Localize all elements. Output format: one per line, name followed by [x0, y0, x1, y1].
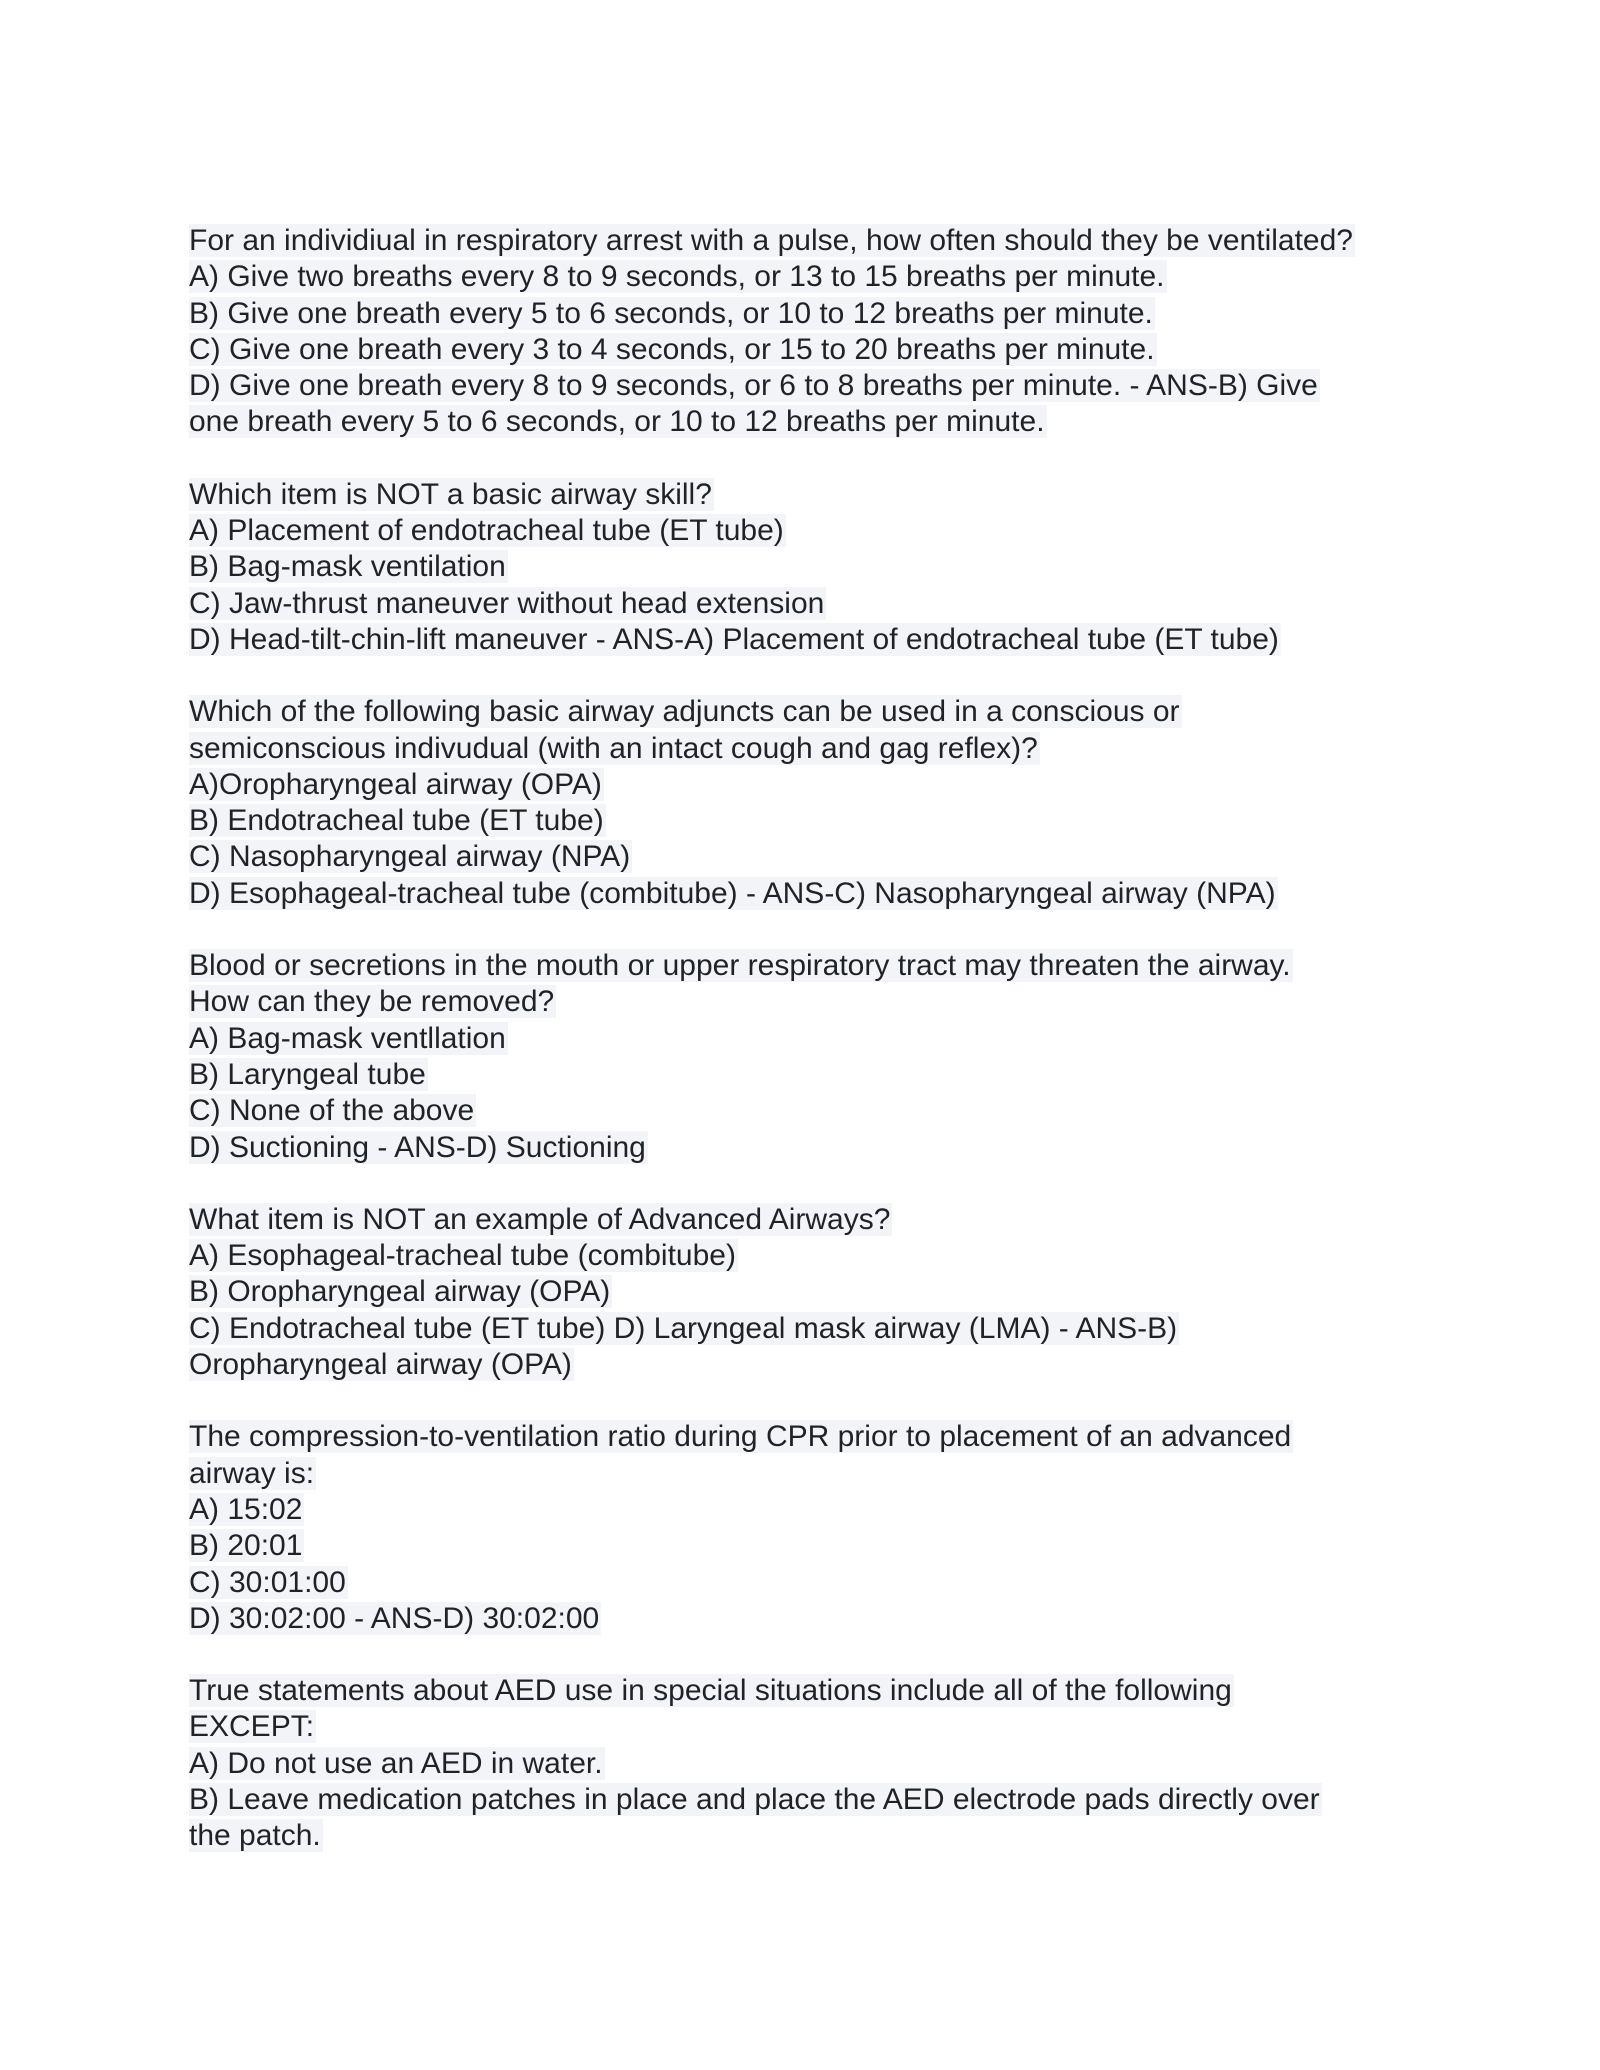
question-text: The compression-to-ventilation ratio during CPR prior to placement of an advanced — [189, 1420, 1292, 1454]
question-block — [189, 477, 1419, 658]
answer-option: C) None of the above — [189, 1094, 475, 1128]
answer-option: D) 30:02:00 - ANS-D) 30:02:00 — [189, 1601, 600, 1635]
answer-option: D) Esophageal-tracheal tube (combitube) - ANS-C) Nasopharyngeal airway (NPA) — [189, 876, 1276, 910]
answer-option: D) Suctioning - ANS-D) Suctioning — [189, 1130, 646, 1164]
answer-option: B) Laryngeal tube — [189, 1057, 426, 1091]
answer-text: Oropharyngeal airway (OPA) — [189, 1348, 572, 1382]
question-text: Which item is NOT a basic airway skill? — [189, 477, 712, 511]
question-block — [189, 694, 1419, 912]
question-text: Blood or secretions in the mouth or upper respiratory tract may threaten the airway. — [189, 949, 1291, 983]
question-block — [189, 1673, 1419, 1854]
question-text: EXCEPT: — [189, 1710, 315, 1744]
answer-option: C) Jaw-thrust maneuver without head extension — [189, 586, 825, 620]
answer-option: C) 30:01:00 — [189, 1565, 346, 1599]
question-text: How can they be removed? — [189, 985, 555, 1019]
answer-option: B) 20:01 — [189, 1529, 303, 1563]
document-content — [189, 223, 1419, 1891]
question-block — [189, 1202, 1419, 1383]
answer-option: A)Oropharyngeal airway (OPA) — [189, 767, 602, 801]
question-text: For an individiual in respiratory arrest with a pulse, how often should they be ventilated? — [189, 224, 1353, 257]
answer-option: C) Endotracheal tube (ET tube) D) Laryngeal mask airway (LMA) - ANS-B) — [189, 1311, 1178, 1345]
answer-option: D) Head-tilt-chin-lift maneuver - ANS-A) Placement of endotracheal tube (ET tube) — [189, 622, 1279, 656]
answer-option: A) Esophageal-tracheal tube (combitube) — [189, 1239, 736, 1273]
answer-option: B) Oropharyngeal airway (OPA) — [189, 1275, 611, 1309]
question-text: airway is: — [189, 1456, 315, 1490]
answer-option: C) Nasopharyngeal airway (NPA) — [189, 840, 631, 874]
answer-option: D) Give one breath every 8 to 9 seconds, or 6 to 8 breaths per minute. - ANS-B) Give — [189, 369, 1318, 403]
answer-option: B) Bag-mask ventilation — [189, 550, 506, 584]
question-block — [189, 948, 1419, 1166]
answer-option: A) Do not use an AED in water. — [189, 1746, 603, 1780]
answer-option: A) Bag-mask ventllation — [189, 1021, 506, 1055]
answer-option: A) 15:02 — [189, 1492, 303, 1526]
answer-option: C) Give one breath every 3 to 4 seconds, or 15 to 20 breaths per minute. — [189, 332, 1155, 366]
answer-option: B) Give one breath every 5 to 6 seconds, or 10 to 12 breaths per minute. — [189, 296, 1153, 330]
question-block — [189, 223, 1419, 441]
answer-option: B) Endotracheal tube (ET tube) — [189, 804, 604, 838]
question-text: True statements about AED use in special situations include all of the following — [189, 1674, 1232, 1708]
answer-option: the patch. — [189, 1819, 321, 1853]
question-text: semiconscious indivudual (with an intact cough and gag reflex)? — [189, 731, 1038, 765]
answer-option: A) Give two breaths every 8 to 9 seconds, or 13 to 15 breaths per minute. — [189, 260, 1165, 294]
question-text: What item is NOT an example of Advanced Airways? — [189, 1202, 891, 1236]
answer-option: B) Leave medication patches in place and place the AED electrode pads directly over — [189, 1782, 1320, 1816]
question-block — [189, 1419, 1419, 1637]
answer-option: A) Placement of endotracheal tube (ET tube) — [189, 514, 784, 548]
answer-text: one breath every 5 to 6 seconds, or 10 to 12 breaths per minute. — [189, 405, 1045, 439]
question-text: Which of the following basic airway adjuncts can be used in a conscious or — [189, 695, 1180, 729]
